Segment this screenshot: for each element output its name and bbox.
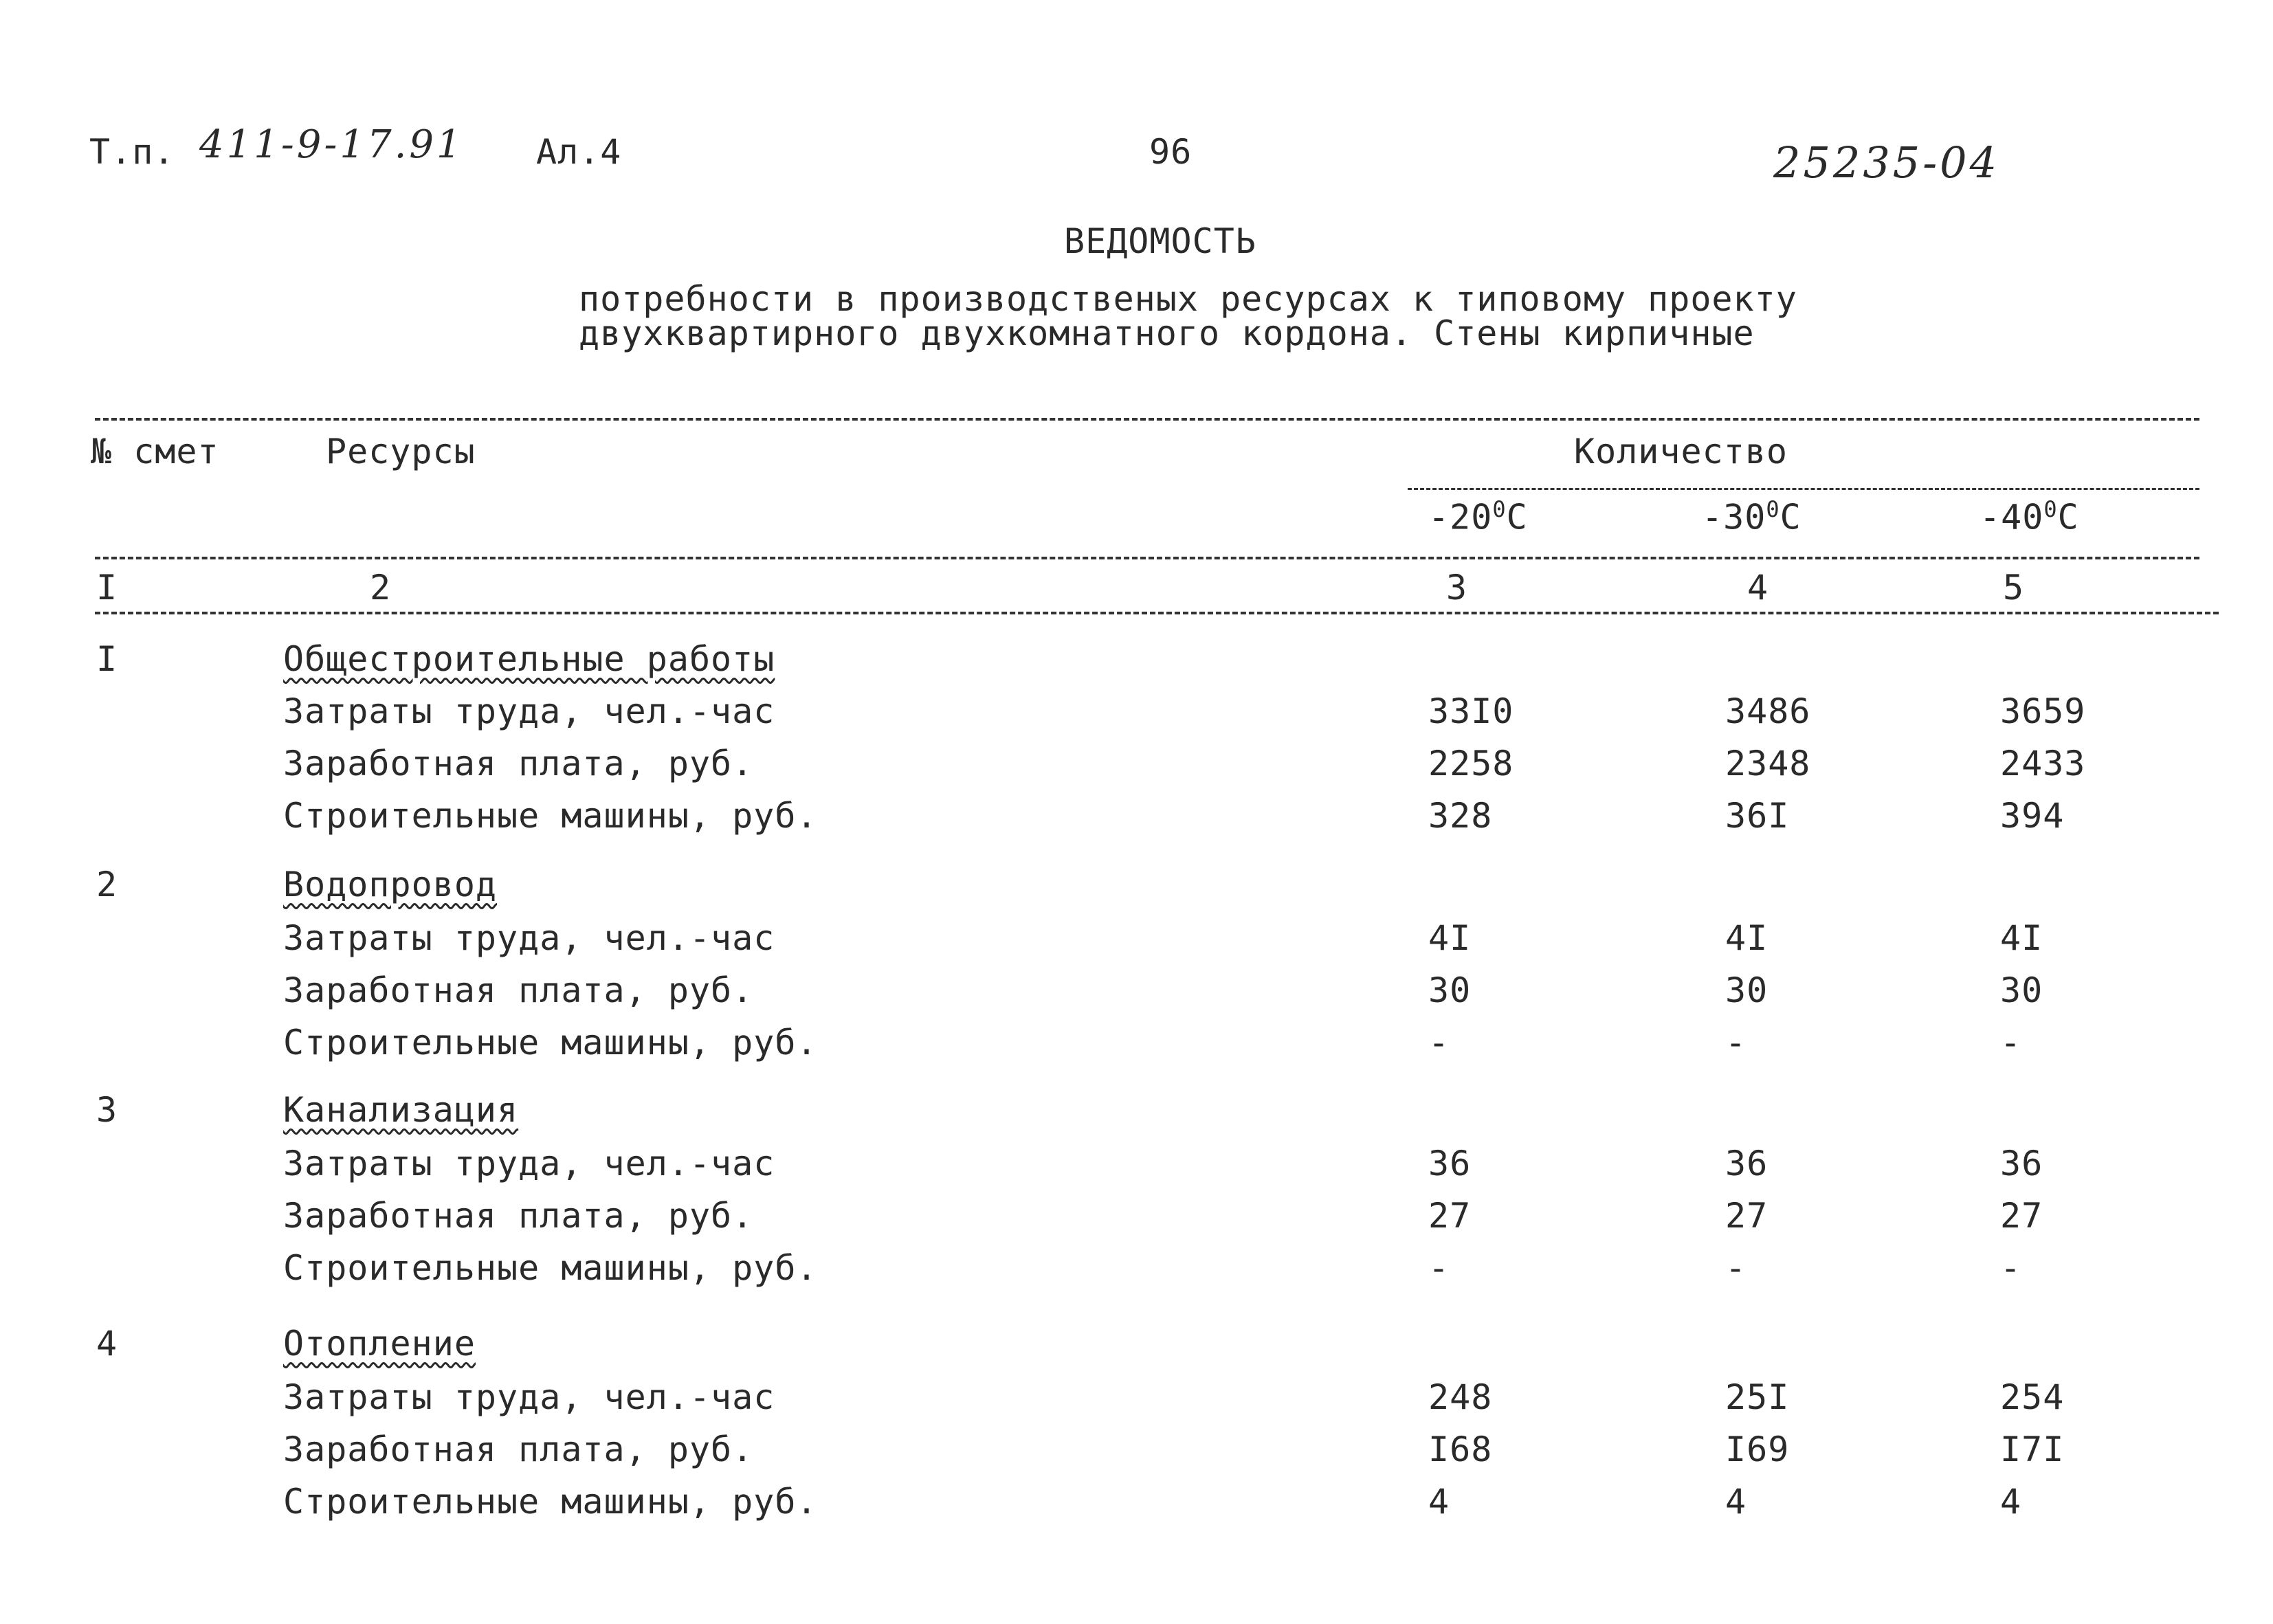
value-minus-40: 4 (2000, 1482, 2022, 1522)
page-number: 96 (1149, 132, 1193, 172)
value-minus-40: I7I (2000, 1430, 2065, 1469)
table-row (0, 970, 2273, 1019)
value-minus-30: 25I (1725, 1377, 1790, 1417)
value-minus-40: 30 (2000, 970, 2043, 1010)
resource-name: Затраты труда, чел.-час (283, 691, 775, 731)
section-number: 2 (96, 865, 118, 904)
value-minus-30: I69 (1725, 1430, 1790, 1469)
section-header (0, 639, 2273, 687)
value-minus-30: 4 (1725, 1482, 1747, 1522)
value-minus-40: 394 (2000, 796, 2065, 836)
value-minus-40: - (2000, 1023, 2022, 1063)
table-row (0, 744, 2273, 792)
header-temp-minus-20: $-20^0C$ (1428, 496, 1528, 537)
header-quantity: Количество (1574, 432, 1788, 471)
table-row (0, 1377, 2273, 1425)
value-minus-20: - (1428, 1023, 1450, 1063)
value-minus-30: 36 (1725, 1144, 1768, 1183)
resource-name: Строительные машины, руб. (283, 1248, 818, 1288)
section-number: 3 (96, 1090, 118, 1130)
column-number-5: 5 (2003, 568, 2025, 608)
document-title: ВЕДОМОСТЬ (1064, 221, 1256, 261)
resource-name: Заработная плата, руб. (283, 1430, 754, 1469)
value-minus-20: 33I0 (1428, 691, 1514, 731)
value-minus-30: 3486 (1725, 691, 1811, 731)
section-title: Общестроительные работы (283, 639, 775, 679)
section-header (0, 1090, 2273, 1138)
value-minus-40: 2433 (2000, 744, 2086, 783)
column-number-2: 2 (370, 568, 392, 608)
quantity-sub-rule (1408, 488, 2199, 490)
value-minus-20: 36 (1428, 1144, 1472, 1183)
resource-name: Затраты труда, чел.-час (283, 918, 775, 958)
value-minus-20: 4 (1428, 1482, 1450, 1522)
section-title: Водопровод (283, 865, 498, 904)
value-minus-30: - (1725, 1023, 1747, 1063)
column-number-3: 3 (1446, 568, 1468, 608)
table-row (0, 918, 2273, 966)
value-minus-20: 27 (1428, 1196, 1472, 1236)
value-minus-30: 2348 (1725, 744, 1811, 783)
header-temp-minus-40: $-40^0C$ (1980, 496, 2079, 537)
resource-name: Строительные машины, руб. (283, 1023, 818, 1063)
value-minus-40: 3659 (2000, 691, 2086, 731)
resource-name: Затраты труда, чел.-час (283, 1144, 775, 1183)
header-temp-minus-30: $-30^0C$ (1702, 496, 1801, 537)
resource-name: Заработная плата, руб. (283, 970, 754, 1010)
table-top-rule (95, 418, 2199, 421)
header-bottom-rule (95, 557, 2199, 559)
table-row (0, 1023, 2273, 1071)
section-header (0, 865, 2273, 913)
tp-number: 411-9-17.91 (199, 122, 464, 167)
header-estimate-number: № смет (91, 432, 219, 471)
section-title: Отопление (283, 1324, 476, 1364)
value-minus-40: 36 (2000, 1144, 2043, 1183)
column-number-4: 4 (1747, 568, 1769, 608)
value-minus-30: 27 (1725, 1196, 1768, 1236)
section-title: Канализация (283, 1090, 519, 1130)
table-row (0, 1196, 2273, 1244)
tp-prefix: Т.п. (89, 132, 175, 172)
resource-name: Заработная плата, руб. (283, 1196, 754, 1236)
value-minus-20: 2258 (1428, 744, 1514, 783)
value-minus-40: 254 (2000, 1377, 2065, 1417)
column-number-1: I (96, 568, 118, 608)
album-number: Ал.4 (536, 132, 622, 172)
value-minus-20: 30 (1428, 970, 1472, 1010)
value-minus-30: 30 (1725, 970, 1768, 1010)
value-minus-20: 248 (1428, 1377, 1493, 1417)
resource-name: Заработная плата, руб. (283, 744, 754, 783)
header-resources: Ресурсы (326, 432, 476, 471)
title-line-1: потребности в производственых ресурсах к типовому проекту (579, 279, 1797, 319)
table-row (0, 1430, 2273, 1478)
value-minus-20: I68 (1428, 1430, 1493, 1469)
value-minus-20: - (1428, 1248, 1450, 1288)
value-minus-40: 27 (2000, 1196, 2043, 1236)
resource-name: Строительные машины, руб. (283, 796, 818, 836)
document-stamp: 25235-04 (1773, 137, 2000, 188)
resource-name: Затраты труда, чел.-час (283, 1377, 775, 1417)
value-minus-20: 4I (1428, 918, 1472, 958)
table-row (0, 691, 2273, 739)
value-minus-30: 36I (1725, 796, 1790, 836)
table-row (0, 796, 2273, 844)
section-number: 4 (96, 1324, 118, 1364)
title-line-2: двухквартирного двухкомнатного кордона. Стены кирпичные (579, 313, 1755, 353)
value-minus-30: 4I (1725, 918, 1768, 958)
section-header (0, 1324, 2273, 1372)
table-row (0, 1482, 2273, 1530)
section-number: I (96, 639, 118, 679)
resource-name: Строительные машины, руб. (283, 1482, 818, 1522)
table-row (0, 1144, 2273, 1192)
value-minus-30: - (1725, 1248, 1747, 1288)
column-numbers-rule (95, 612, 2219, 614)
table-row (0, 1248, 2273, 1296)
value-minus-40: 4I (2000, 918, 2043, 958)
value-minus-20: 328 (1428, 796, 1493, 836)
value-minus-40: - (2000, 1248, 2022, 1288)
